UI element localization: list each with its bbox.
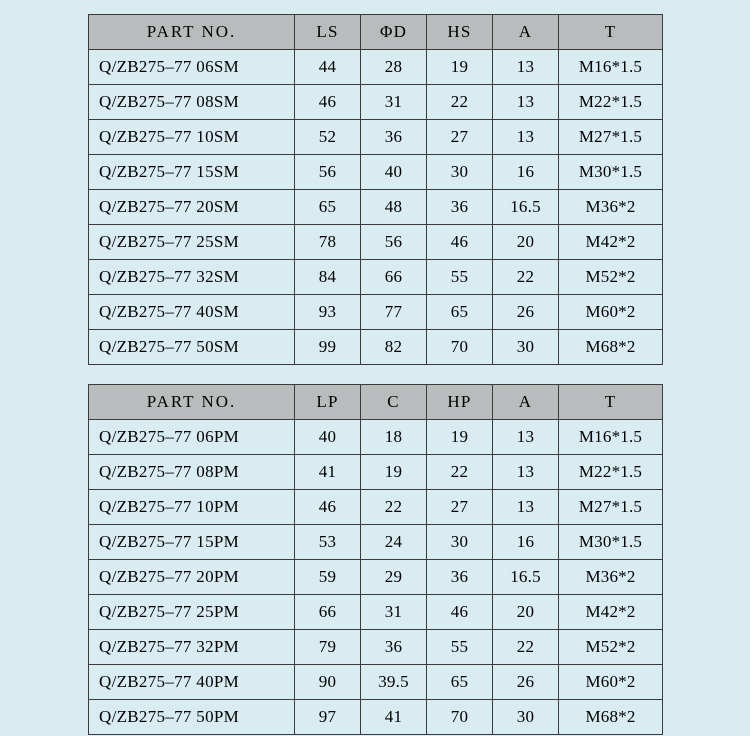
table-body bbox=[89, 420, 663, 735]
cell-part-no: Q/ZB275–77 40SM bbox=[89, 295, 295, 330]
cell-t: M22*1.5 bbox=[559, 85, 663, 120]
cell-a: 13 bbox=[493, 50, 559, 85]
cell-part-no: Q/ZB275–77 50SM bbox=[89, 330, 295, 365]
cell-part-no: Q/ZB275–77 32PM bbox=[89, 630, 295, 665]
cell-a: 26 bbox=[493, 665, 559, 700]
table-row bbox=[89, 190, 663, 225]
cell-hs: 46 bbox=[427, 225, 493, 260]
cell-hs: 30 bbox=[427, 155, 493, 190]
cell-c: 29 bbox=[361, 560, 427, 595]
cell-phi-d: 56 bbox=[361, 225, 427, 260]
cell-c: 24 bbox=[361, 525, 427, 560]
cell-c: 22 bbox=[361, 490, 427, 525]
cell-ls: 84 bbox=[295, 260, 361, 295]
cell-part-no: Q/ZB275–77 15SM bbox=[89, 155, 295, 190]
cell-part-no: Q/ZB275–77 08PM bbox=[89, 455, 295, 490]
cell-t: M30*1.5 bbox=[559, 155, 663, 190]
cell-hp: 27 bbox=[427, 490, 493, 525]
pm-series-table-container bbox=[88, 384, 662, 735]
cell-part-no: Q/ZB275–77 20PM bbox=[89, 560, 295, 595]
cell-a: 13 bbox=[493, 455, 559, 490]
cell-part-no: Q/ZB275–77 10SM bbox=[89, 120, 295, 155]
cell-ls: 46 bbox=[295, 85, 361, 120]
cell-a: 30 bbox=[493, 700, 559, 735]
cell-a: 20 bbox=[493, 225, 559, 260]
cell-phi-d: 31 bbox=[361, 85, 427, 120]
cell-t: M16*1.5 bbox=[559, 420, 663, 455]
cell-part-no: Q/ZB275–77 06SM bbox=[89, 50, 295, 85]
column-header-hp: HP bbox=[427, 385, 493, 420]
column-header-a: A bbox=[493, 15, 559, 50]
cell-t: M60*2 bbox=[559, 295, 663, 330]
table-row bbox=[89, 700, 663, 735]
cell-a: 16.5 bbox=[493, 190, 559, 225]
cell-t: M16*1.5 bbox=[559, 50, 663, 85]
cell-a: 22 bbox=[493, 630, 559, 665]
cell-part-no: Q/ZB275–77 32SM bbox=[89, 260, 295, 295]
cell-c: 19 bbox=[361, 455, 427, 490]
cell-lp: 59 bbox=[295, 560, 361, 595]
sm-series-table-container bbox=[88, 14, 662, 365]
cell-part-no: Q/ZB275–77 08SM bbox=[89, 85, 295, 120]
table-row bbox=[89, 490, 663, 525]
cell-part-no: Q/ZB275–77 40PM bbox=[89, 665, 295, 700]
cell-hs: 22 bbox=[427, 85, 493, 120]
cell-hp: 36 bbox=[427, 560, 493, 595]
cell-hp: 30 bbox=[427, 525, 493, 560]
cell-t: M30*1.5 bbox=[559, 525, 663, 560]
cell-ls: 56 bbox=[295, 155, 361, 190]
table-header-row-group bbox=[89, 385, 663, 420]
cell-lp: 40 bbox=[295, 420, 361, 455]
cell-c: 31 bbox=[361, 595, 427, 630]
cell-t: M52*2 bbox=[559, 630, 663, 665]
table-row bbox=[89, 260, 663, 295]
sm-series-table bbox=[88, 14, 663, 365]
cell-lp: 41 bbox=[295, 455, 361, 490]
cell-a: 13 bbox=[493, 490, 559, 525]
table-row bbox=[89, 50, 663, 85]
cell-t: M27*1.5 bbox=[559, 120, 663, 155]
cell-t: M52*2 bbox=[559, 260, 663, 295]
cell-a: 13 bbox=[493, 420, 559, 455]
cell-hs: 65 bbox=[427, 295, 493, 330]
cell-phi-d: 82 bbox=[361, 330, 427, 365]
cell-ls: 93 bbox=[295, 295, 361, 330]
cell-lp: 79 bbox=[295, 630, 361, 665]
cell-t: M68*2 bbox=[559, 700, 663, 735]
cell-t: M36*2 bbox=[559, 190, 663, 225]
cell-hs: 70 bbox=[427, 330, 493, 365]
cell-hp: 65 bbox=[427, 665, 493, 700]
cell-c: 39.5 bbox=[361, 665, 427, 700]
table-row bbox=[89, 560, 663, 595]
table-header-row bbox=[89, 15, 663, 50]
cell-ls: 44 bbox=[295, 50, 361, 85]
table-row bbox=[89, 665, 663, 700]
cell-part-no: Q/ZB275–77 10PM bbox=[89, 490, 295, 525]
cell-ls: 78 bbox=[295, 225, 361, 260]
cell-phi-d: 40 bbox=[361, 155, 427, 190]
table-row bbox=[89, 630, 663, 665]
cell-lp: 90 bbox=[295, 665, 361, 700]
cell-part-no: Q/ZB275–77 25SM bbox=[89, 225, 295, 260]
cell-hs: 27 bbox=[427, 120, 493, 155]
column-header-t: T bbox=[559, 385, 663, 420]
column-header-t: T bbox=[559, 15, 663, 50]
column-header-c: C bbox=[361, 385, 427, 420]
cell-lp: 97 bbox=[295, 700, 361, 735]
cell-part-no: Q/ZB275–77 20SM bbox=[89, 190, 295, 225]
cell-hp: 70 bbox=[427, 700, 493, 735]
cell-t: M42*2 bbox=[559, 595, 663, 630]
cell-phi-d: 28 bbox=[361, 50, 427, 85]
cell-a: 20 bbox=[493, 595, 559, 630]
cell-a: 16 bbox=[493, 155, 559, 190]
table-header-row-group bbox=[89, 15, 663, 50]
cell-a: 13 bbox=[493, 120, 559, 155]
column-header-ls: LS bbox=[295, 15, 361, 50]
cell-t: M36*2 bbox=[559, 560, 663, 595]
cell-ls: 65 bbox=[295, 190, 361, 225]
column-header-a: A bbox=[493, 385, 559, 420]
cell-t: M60*2 bbox=[559, 665, 663, 700]
cell-t: M68*2 bbox=[559, 330, 663, 365]
cell-part-no: Q/ZB275–77 15PM bbox=[89, 525, 295, 560]
cell-c: 36 bbox=[361, 630, 427, 665]
table-row bbox=[89, 85, 663, 120]
cell-lp: 46 bbox=[295, 490, 361, 525]
cell-part-no: Q/ZB275–77 06PM bbox=[89, 420, 295, 455]
cell-a: 26 bbox=[493, 295, 559, 330]
table-row bbox=[89, 595, 663, 630]
table-row bbox=[89, 420, 663, 455]
table-row bbox=[89, 225, 663, 260]
cell-hp: 55 bbox=[427, 630, 493, 665]
cell-t: M27*1.5 bbox=[559, 490, 663, 525]
cell-c: 18 bbox=[361, 420, 427, 455]
cell-phi-d: 36 bbox=[361, 120, 427, 155]
cell-a: 30 bbox=[493, 330, 559, 365]
table-row bbox=[89, 120, 663, 155]
cell-hp: 46 bbox=[427, 595, 493, 630]
cell-part-no: Q/ZB275–77 50PM bbox=[89, 700, 295, 735]
column-header-lp: LP bbox=[295, 385, 361, 420]
cell-part-no: Q/ZB275–77 25PM bbox=[89, 595, 295, 630]
cell-a: 16.5 bbox=[493, 560, 559, 595]
cell-phi-d: 66 bbox=[361, 260, 427, 295]
table-header-row bbox=[89, 385, 663, 420]
cell-hs: 19 bbox=[427, 50, 493, 85]
cell-t: M22*1.5 bbox=[559, 455, 663, 490]
cell-hs: 36 bbox=[427, 190, 493, 225]
cell-a: 13 bbox=[493, 85, 559, 120]
cell-hp: 22 bbox=[427, 455, 493, 490]
table-row bbox=[89, 295, 663, 330]
table-row bbox=[89, 525, 663, 560]
cell-hp: 19 bbox=[427, 420, 493, 455]
cell-phi-d: 77 bbox=[361, 295, 427, 330]
cell-a: 16 bbox=[493, 525, 559, 560]
pm-series-table bbox=[88, 384, 663, 735]
cell-t: M42*2 bbox=[559, 225, 663, 260]
column-header-part-no: PART NO. bbox=[89, 15, 295, 50]
cell-lp: 53 bbox=[295, 525, 361, 560]
cell-c: 41 bbox=[361, 700, 427, 735]
cell-lp: 66 bbox=[295, 595, 361, 630]
cell-ls: 99 bbox=[295, 330, 361, 365]
table-row bbox=[89, 455, 663, 490]
cell-a: 22 bbox=[493, 260, 559, 295]
table-body bbox=[89, 50, 663, 365]
column-header-phi-d: ΦD bbox=[361, 15, 427, 50]
column-header-part-no: PART NO. bbox=[89, 385, 295, 420]
cell-phi-d: 48 bbox=[361, 190, 427, 225]
cell-ls: 52 bbox=[295, 120, 361, 155]
cell-hs: 55 bbox=[427, 260, 493, 295]
column-header-hs: HS bbox=[427, 15, 493, 50]
table-row bbox=[89, 155, 663, 190]
table-row bbox=[89, 330, 663, 365]
